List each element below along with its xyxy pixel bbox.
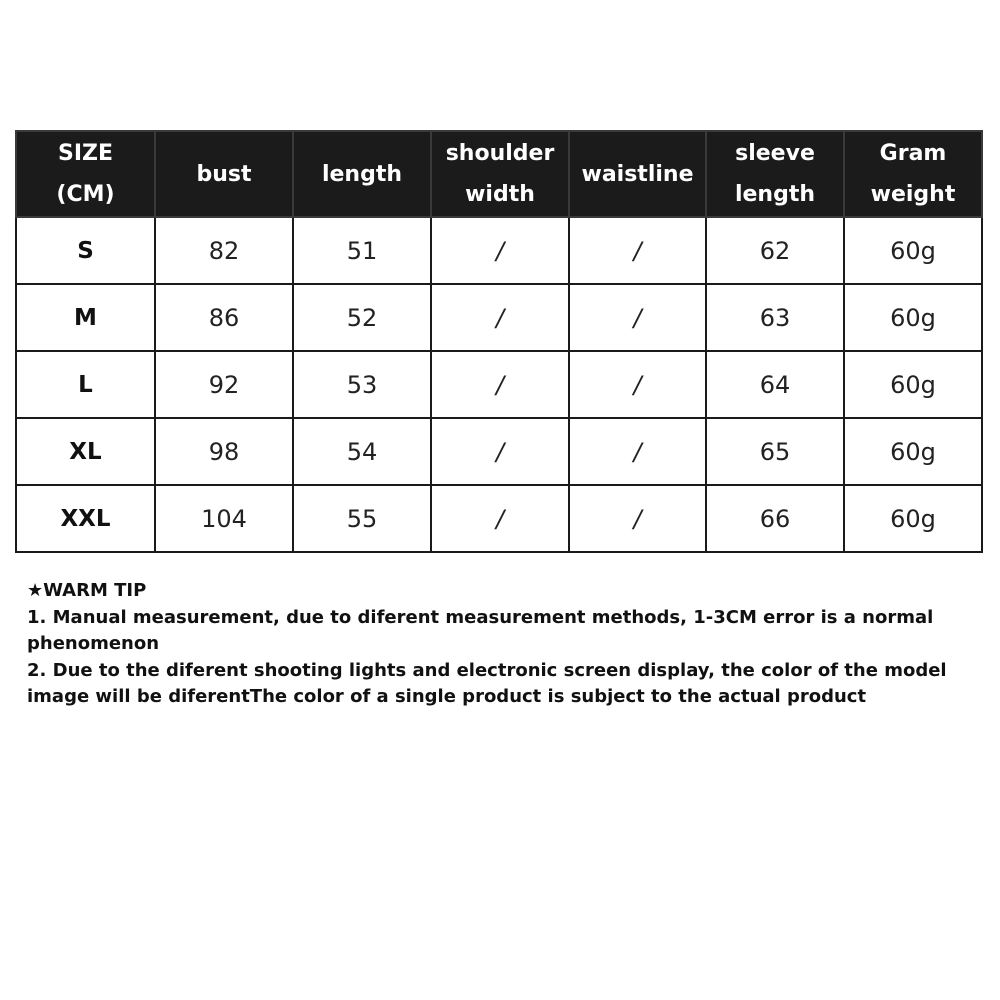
shoulder-width-cell: / <box>431 418 569 485</box>
gram-weight-cell: 60g <box>844 284 982 351</box>
header-sleeve-length: sleeve length <box>706 131 844 217</box>
size-chart-table <box>15 130 983 553</box>
sleeve-length-cell: 64 <box>706 351 844 418</box>
waistline-cell: / <box>569 217 706 284</box>
warm-tip-title: ★WARM TIP <box>27 580 147 601</box>
gram-weight-cell: 60g <box>844 418 982 485</box>
warm-tip-item: 2. Due to the diferent shooting lights and electronic screen display, the color of the model image will be diferentThe color of a single product is subject to the actual product <box>27 659 947 707</box>
sleeve-length-cell: 65 <box>706 418 844 485</box>
header-shoulder-width: shoulder width <box>431 131 569 217</box>
header-waistline: waistline <box>569 131 706 217</box>
size-cell: S <box>16 217 155 284</box>
header-gram-weight: Gram weight <box>844 131 982 217</box>
header-length: length <box>293 131 431 217</box>
warm-tip-section <box>27 578 967 711</box>
size-cell: XXL <box>16 485 155 552</box>
table-row <box>16 351 982 418</box>
waistline-cell: / <box>569 485 706 552</box>
sleeve-length-cell: 62 <box>706 217 844 284</box>
gram-weight-cell: 60g <box>844 217 982 284</box>
length-cell: 55 <box>293 485 431 552</box>
bust-cell: 86 <box>155 284 293 351</box>
bust-cell: 104 <box>155 485 293 552</box>
size-cell: L <box>16 351 155 418</box>
length-cell: 54 <box>293 418 431 485</box>
gram-weight-cell: 60g <box>844 351 982 418</box>
shoulder-width-cell: / <box>431 351 569 418</box>
table-row <box>16 217 982 284</box>
table-row <box>16 284 982 351</box>
bust-cell: 98 <box>155 418 293 485</box>
waistline-cell: / <box>569 351 706 418</box>
length-cell: 51 <box>293 217 431 284</box>
size-cell: XL <box>16 418 155 485</box>
length-cell: 53 <box>293 351 431 418</box>
header-bust: bust <box>155 131 293 217</box>
bust-cell: 92 <box>155 351 293 418</box>
gram-weight-cell: 60g <box>844 485 982 552</box>
waistline-cell: / <box>569 284 706 351</box>
table-header-row <box>16 131 982 217</box>
sleeve-length-cell: 66 <box>706 485 844 552</box>
shoulder-width-cell: / <box>431 284 569 351</box>
waistline-cell: / <box>569 418 706 485</box>
shoulder-width-cell: / <box>431 485 569 552</box>
table-row <box>16 418 982 485</box>
warm-tip-item: 1. Manual measurement, due to diferent measurement methods, 1-3CM error is a normal phenomenon <box>27 606 934 654</box>
length-cell: 52 <box>293 284 431 351</box>
bust-cell: 82 <box>155 217 293 284</box>
size-cell: M <box>16 284 155 351</box>
header-size: SIZE (CM) <box>16 131 155 217</box>
shoulder-width-cell: / <box>431 217 569 284</box>
sleeve-length-cell: 63 <box>706 284 844 351</box>
table-row <box>16 485 982 552</box>
